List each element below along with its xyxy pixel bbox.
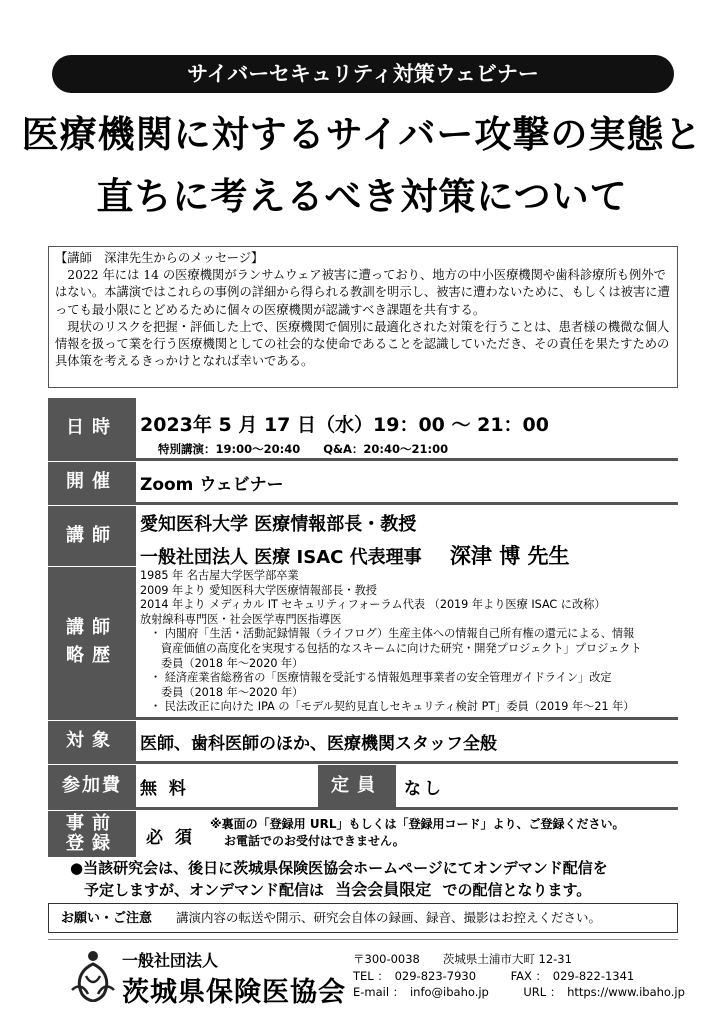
event-banner: サイバーセキュリティ対策ウェビナー: [52, 55, 674, 93]
capacity-value: なし: [404, 779, 444, 799]
caution-box: [48, 903, 678, 933]
registration-note-2: お電話でのお受付はできません。: [224, 834, 405, 848]
fee-value: 無 料: [140, 779, 189, 799]
host-value: Zoom ウェビナー: [140, 475, 284, 495]
contact-info: [353, 951, 685, 1001]
target-cell: [140, 721, 678, 761]
label-host: 開催: [48, 462, 136, 502]
lecturer-affiliation-2-text: 一般社団法人 医療 ISAC 代表理事: [140, 547, 422, 568]
notice-line-2-pre: 予定しますが、オンデマンド配信は: [84, 881, 325, 899]
lecturer-message-box: [48, 246, 678, 388]
registration-cell: [140, 811, 678, 857]
message-paragraph-1: 2022 年には 14 の医療機関がランサムウェア被害に遭っており、地方の中小医療機関や歯科診療所も例外ではない。本講演ではこれらの事例の詳細から得られる教訓を明示し、被害に遭わないために、もしくは被害に遭っても最小限にとどめるために個々の医療機関が認識すべき課題を共有する。: [55, 268, 670, 317]
message-paragraph-2: 現状のリスクを把握・評価した上で、医療機関で個別に最適化された対策を行うことは、患者様の機微な個人情報を扱って業を行う医療機関としての社会的な使命であることを認識していただき、その責任を果たすための具体策を考えるきっかけとなれば幸いである。: [55, 319, 670, 369]
email-url: E-mail ： info@ibaho.jp URL ： https://www.ibaho.jp: [353, 985, 685, 999]
lecturer-cell: [140, 506, 678, 566]
profile-line: 委員（2018 年～2020 年）: [161, 656, 304, 670]
row-datetime: [48, 397, 678, 458]
label-registration: 事前 登録: [48, 811, 136, 857]
notice-line-2: [70, 879, 608, 901]
label-target: 対象: [48, 721, 136, 761]
label-capacity: 定員: [318, 765, 396, 807]
members-only-emphasis: 当会会員限定: [335, 880, 432, 899]
on-demand-notice: [70, 858, 608, 901]
notice-line-1: ●当該研究会は、後日に茨城県保険医協会ホームページにてオンデマンド配信を: [70, 859, 608, 877]
page-title-line2: 直ちに考えるべき対策について: [96, 175, 628, 218]
host-cell: [140, 462, 678, 502]
label-lecturer: 講師: [48, 506, 136, 566]
phone-fax: TEL ： 029-823-7930 FAX ： 029-822-1341: [353, 968, 635, 983]
message-heading: 【講師 深津先生からのメッセージ】: [55, 251, 264, 265]
row-profile: [48, 566, 678, 717]
profile-line: 1985 年 名古屋大学医学部卒業: [140, 569, 299, 582]
postal-address: 〒300-0038 茨城県土浦市大町 12-31: [353, 952, 572, 966]
datetime-cell: [140, 398, 678, 458]
profile-line: 2014 年より メディカル IT セキュリティフォーラム代表 （2019 年より医療 ISAC に改称）: [140, 598, 606, 612]
row-registration: [48, 810, 678, 857]
row-host: [48, 461, 678, 502]
footer-divider: [48, 939, 678, 940]
profile-line: 委員（2018 年～2020 年）: [161, 685, 304, 699]
lecturer-name: 深津 博 先生: [449, 544, 570, 568]
page-title-line1: 医療機関に対するサイバー攻撃の実態と: [21, 113, 703, 156]
row-target: [48, 720, 678, 761]
profile-line: ・ 経済産業省総務省の「医療情報を受託する情報処理事業者の安全管理ガイドライン」改定: [150, 671, 612, 685]
datetime-main: 2023年 5 月 17 日（水）19：00 ～ 21：00: [140, 414, 549, 436]
lecturer-affiliation-1: 愛知医科大学 医療情報部長・教授: [140, 514, 417, 535]
row-fee: [48, 764, 678, 807]
profile-line: ・ 内閣府「生活・活動記録情報（ライフログ）生産主体への情報自己所有権の還元による、情報: [150, 627, 635, 641]
profile-line: 資産価値の高度化を実現する包括的なスキームに向けた研究・開発プロジェクト」プロジェクト: [161, 641, 642, 655]
association-logo-icon: [68, 950, 118, 1002]
registration-required: 必 須: [146, 828, 195, 848]
profile-line: 放射線科専門医・社会医学専門医指導医: [140, 612, 342, 626]
datetime-sub: 特別講演：19:00～20:40 Q&A：20:40～21:00: [158, 442, 449, 456]
registration-note-1: ※裏面の「登録用 URL」もしくは「登録用コード」より、ご登録ください。: [210, 817, 625, 831]
label-datetime: 日時: [48, 398, 136, 458]
profile-line: 2009 年より 愛知医科大学医療情報部長・教授: [140, 583, 377, 597]
org-type: 一般社団法人: [122, 951, 219, 970]
notice-line-2-post: での配信となります。: [442, 881, 592, 899]
label-profile: 講師 略歴: [48, 567, 136, 717]
caution-label: お願い・ご注意: [61, 911, 153, 926]
profile-line: ・ 民法改正に向けた IPA の「モデル契約見直しセキュリティ検討 PT」委員（2019 年～21 年）: [150, 700, 635, 714]
label-fee: 参加費: [48, 765, 136, 807]
caution-text: 講演内容の転送や開示、研究会自体の録画、録音、撮影はお控えください。: [176, 910, 602, 925]
row-lecturer: [48, 505, 678, 566]
org-name: 茨城県保険医協会: [122, 977, 346, 1008]
target-value: 医師、歯科医師のほか、医療機関スタッフ全般: [140, 734, 497, 754]
profile-cell: [140, 567, 678, 717]
